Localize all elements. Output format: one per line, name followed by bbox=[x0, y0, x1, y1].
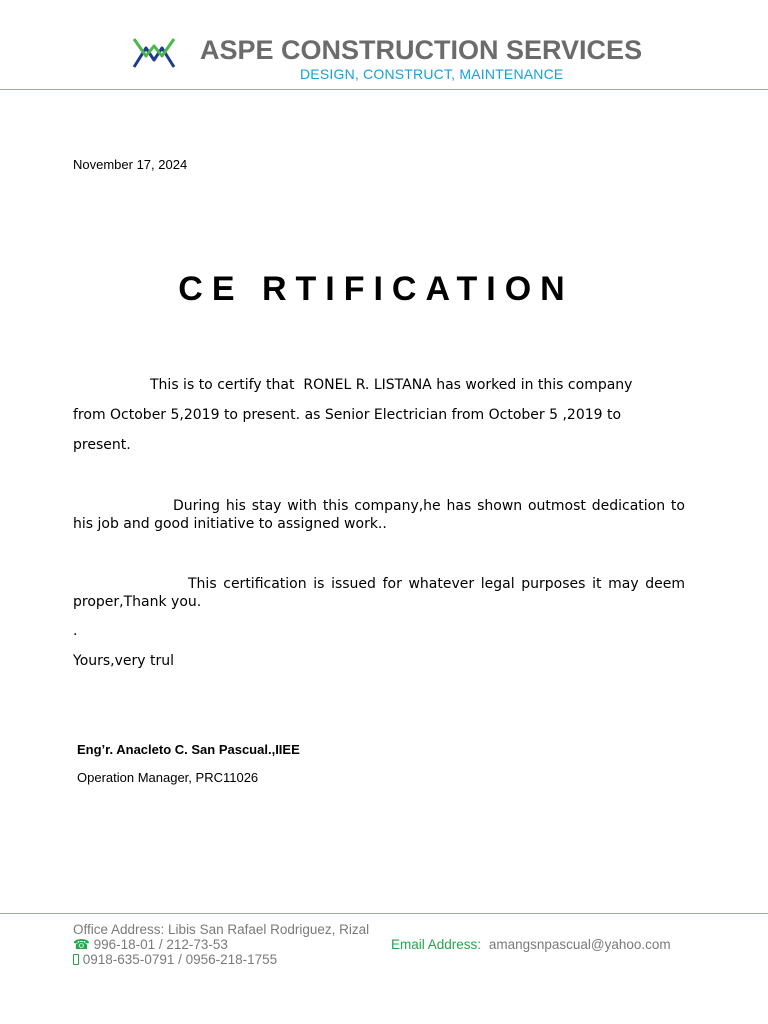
email-address[interactable]: amangsnpascual@yahoo.com bbox=[488, 937, 671, 952]
mobile-line bbox=[73, 952, 277, 967]
phone-icon: ☎ bbox=[73, 937, 90, 952]
closing: Yours,very trul bbox=[73, 653, 175, 669]
company-logo-icon bbox=[131, 36, 177, 70]
landline-numbers: 996-18-01 / 212-73-53 bbox=[93, 937, 228, 952]
footer-divider bbox=[0, 913, 768, 914]
paragraph-3: This certification is issued for whatever legal purposes it may deem proper,Thank you. bbox=[73, 576, 685, 610]
email-label: Email Address: bbox=[391, 937, 482, 952]
paragraph-2: During his stay with this company,he has shown outmost dedication to his job and good initiative to assigned work.. bbox=[73, 498, 685, 532]
paragraph-1-line-3: present. bbox=[73, 437, 131, 453]
document-title: CE RTIFICATION bbox=[178, 270, 574, 308]
office-address: Office Address: Libis San Rafael Rodriguez, Rizal bbox=[73, 922, 370, 937]
company-tagline: DESIGN, CONSTRUCT, MAINTENANCE bbox=[300, 66, 564, 82]
signatory-name: Eng’r. Anacleto C. San Pascual.,IIEE bbox=[77, 742, 300, 757]
separator-dot: . bbox=[73, 623, 78, 639]
paragraph-1-line-2: from October 5,2019 to present. as Senior Electrician from October 5 ,2019 to bbox=[73, 407, 622, 423]
landline-line bbox=[73, 937, 228, 953]
letter-date: November 17, 2024 bbox=[73, 157, 188, 172]
company-name: ASPE CONSTRUCTION SERVICES bbox=[200, 35, 643, 65]
signatory-title: Operation Manager, PRC11026 bbox=[77, 770, 259, 785]
paragraph-1-line-1: This is to certify that RONEL R. LISTANA has worked in this company bbox=[150, 377, 633, 393]
mobile-icon bbox=[73, 954, 79, 965]
email-line bbox=[391, 937, 671, 952]
mobile-numbers: 0918-635-0791 / 0956-218-1755 bbox=[82, 952, 278, 967]
header-divider bbox=[0, 89, 768, 90]
